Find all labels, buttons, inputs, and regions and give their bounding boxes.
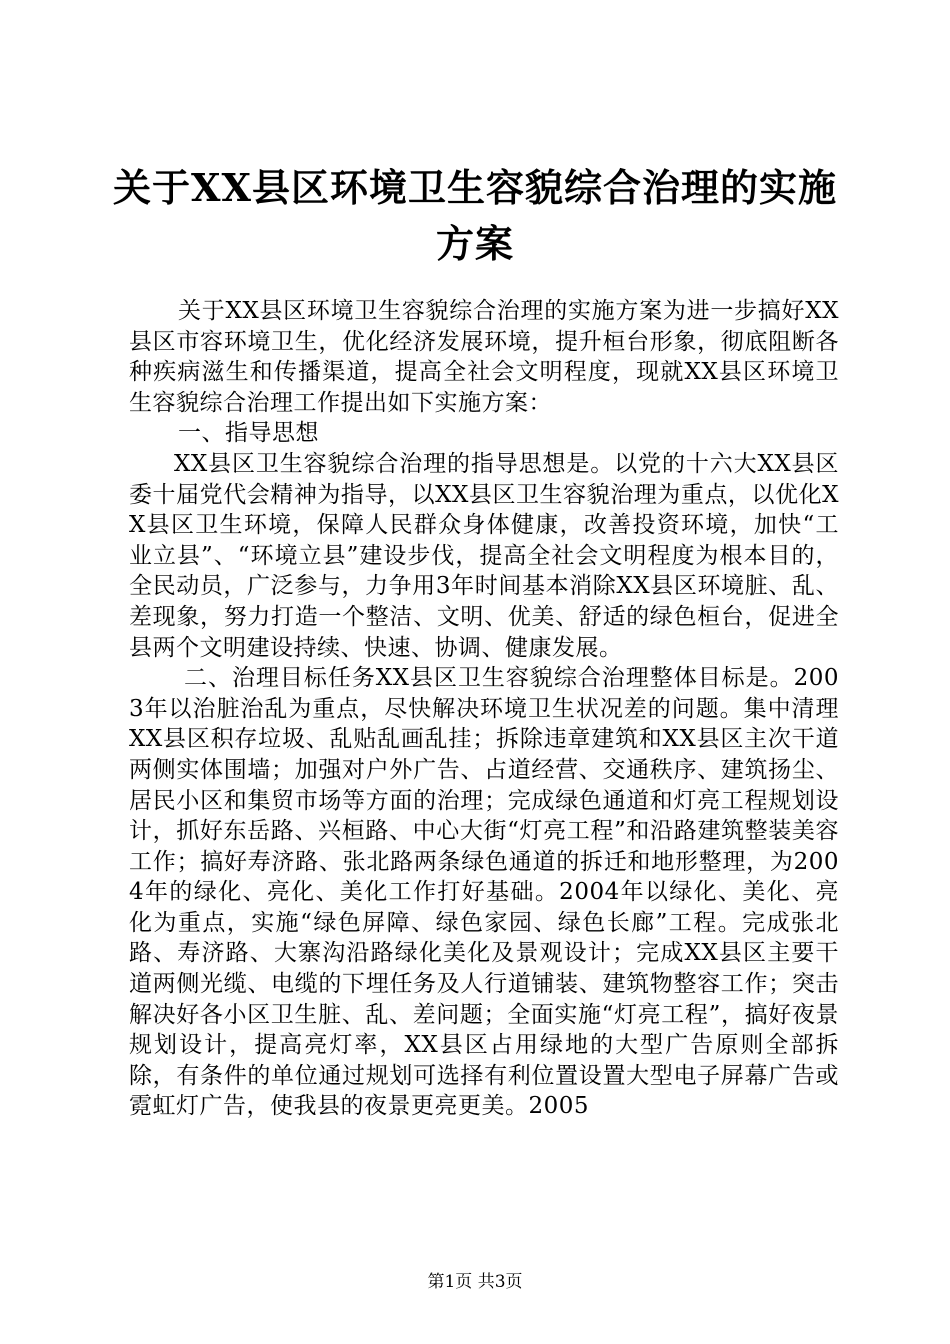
document-body bbox=[129, 296, 839, 1122]
document-title: 关于XX县区环境卫生容貌综合治理的实施方案 bbox=[113, 165, 837, 266]
guiding-ideology-paragraph: XX县区卫生容貌综合治理的指导思想是。以党的十六大XX县区委十届党代会精神为指导，以XX县区卫生容貌治理为重点，以优化XX县区卫生环境，保障人民群众身体健康，改善投资环境，加快“工业立县”、“环境立县”建设步伐，提高全社会文明程度为根本目的，全民动员，广泛参与，力争用3年时间基本消除XX县区环境脏、乱、差现象，努力打造一个整洁、文明、优美、舒适的绿色桓台，促进全县两个文明建设持续、快速、协调、健康发展。 bbox=[129, 450, 839, 661]
goals-tasks-paragraph: 二、治理目标任务XX县区卫生容貌综合治理整体目标是。2003年以治脏治乱为重点，尽快解决环境卫生状况差的问题。集中清理XX县区积存垃圾、乱贴乱画乱挂；拆除违章建筑和XX县区主次干道两侧实体围墙；加强对户外广告、占道经营、交通秩序、建筑扬尘、居民小区和集贸市场等方面的治理；完成绿色通道和灯亮工程规划设计，抓好东岳路、兴桓路、中心大街“灯亮工程”和沿路建筑整装美容工作；搞好寿济路、张北路两条绿色通道的拆迁和地形整理，为2004年的绿化、亮化、美化工作打好基础。2004年以绿化、美化、亮化为重点，实施“绿色屏障、绿色家园、绿色长廊”工程。完成张北路、寿济路、大寨沟沿路绿化美化及景观设计；完成XX县区主要干道两侧光缆、电缆的下埋任务及人行道铺装、建筑物整容工作；突击解决好各小区卫生脏、乱、差问题；全面实施“灯亮工程”，搞好夜景规划设计，提高亮灯率，XX县区占用绿地的大型广告原则全部拆除，有条件的单位通过规划可选择有利位置设置大型电子屏幕广告或霓虹灯广告，使我县的夜景更亮更美。2005 bbox=[129, 665, 839, 1120]
page-footer: 第1页 共3页 bbox=[427, 1272, 523, 1292]
intro-paragraph: 关于XX县区环境卫生容貌综合治理的实施方案为进一步搞好XX县区市容环境卫生，优化经济发展环境，提升桓台形象，彻底阻断各种疾病滋生和传播渠道，提高全社会文明程度，现就XX县区环境卫生容貌综合治理工作提出如下实施方案： bbox=[129, 298, 839, 416]
section-heading-guiding-ideology: 一、指导思想 bbox=[178, 420, 319, 447]
